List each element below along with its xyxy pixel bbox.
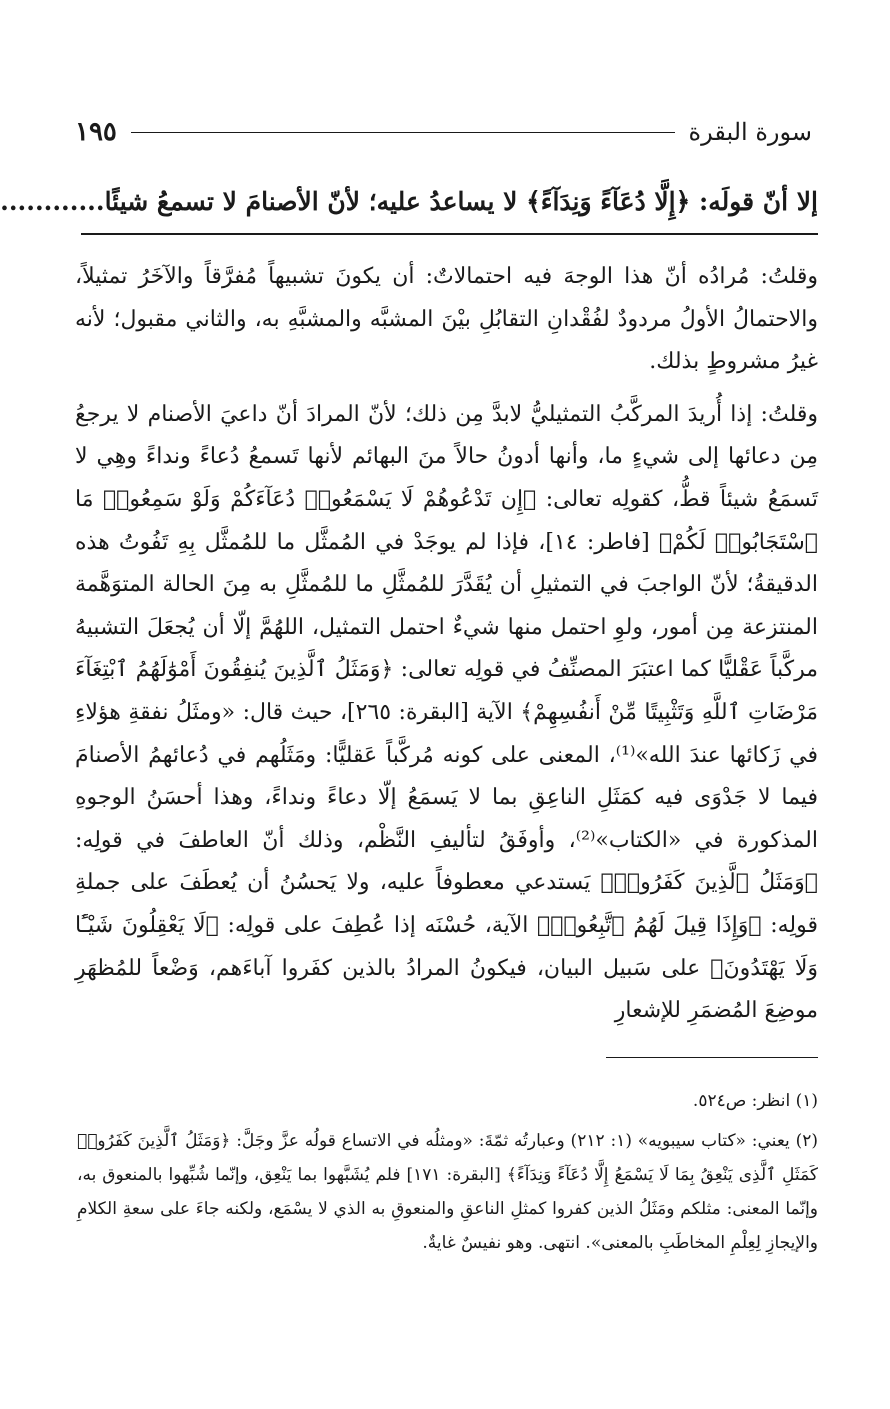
header-rule <box>131 132 675 133</box>
footnote: (١) انظر: ص٥٢٤. <box>692 1091 818 1111</box>
sura-name: سورة البقرة <box>688 118 812 146</box>
footnote-separator <box>606 1057 818 1058</box>
footnote: (٢) يعني: «كتاب سيبويه» (١: ٢١٢) وعبارتُه ثمّةَ: «ومثلُه في الاتساع قولُه عزَّ وجَلَّ: ﴿وَمَثَلُ ٱلَّذِينَ كَفَرُوا۟ كَمَثَلِ ٱلَّذِى يَنْعِقُ بِمَا لَا يَسْمَعُ إِلَّا دُعَآءً وَنِدَآءً﴾ [البقرة: ١٧١] فلم يُشَبَّهوا بما يَنْعِق، وإنّما شُبِّهوا بالمنعوق به، وإنّما المعنى: مثلكم ومَثَلُ الذين كفروا كمثلِ الناعقِ والمنعوقِ به الذي لا يسْمَع، ولكنه جاءَ على سعةِ الكلامِ والإيجازِ لِعِلْمِ المخاطَبِ بالمعنى». انتهى. وهو نفيسٌ غايةٌ. <box>77 1131 818 1253</box>
page-number: ١٩٥ <box>75 117 117 147</box>
main-text <box>75 256 818 1033</box>
quoted-text-line: إلا أنّ قولَه: ﴿إِلَّا دُعَآءً وَنِدَآءً﴾ لا يساعدُ عليه؛ لأنّ الأصنامَ لا تسمعُ شيئًا............ <box>0 187 818 216</box>
page-header <box>75 112 812 152</box>
footnotes <box>77 1084 818 1260</box>
quoted-text-rule <box>81 233 818 235</box>
paragraph: وقلتُ: مُرادُه أنّ هذا الوجهَ فيه احتمالاتٌ: أن يكونَ تشبيهاً مُفرَّقاً والآخَرُ تمثيلاً، والاحتمالُ الأولُ مردودٌ لفُقْدانِ التقابُلِ بيْنَ المشبَّه والمشبَّهِ به، والثاني مقبول؛ لأنه غيرُ مشروطٍ بذلك. <box>75 264 818 375</box>
paragraph: وقلتُ: إذا أُريدَ المركَّبُ التمثيليُّ لابدَّ مِن ذلك؛ لأنّ المرادَ أنّ داعيَ الأصنام لا يرجعُ مِن دعائها إلى شيءٍ ما، وأنها أدونُ حالاً منَ البهائم لأنها تَسمعُ دُعاءً ونداءً وهِي لا تَسمَعُ شيئاً قطُّ، كقولِه تعالى: ﴿إِن تَدْعُوهُمْ لَا يَسْمَعُوا۟ دُعَآءَكُمْ وَلَوْ سَمِعُوا۟ مَا ٱسْتَجَابُوا۟ لَكُمْ﴾ [فاطر: ١٤]، فإذا لم يوجَدْ في المُمثَّل ما للمُمثَّل بِهِ تَفُوتُ هذه الدقيقةُ؛ لأنّ الواجبَ في التمثيلِ أن يُقَدَّرَ للمُمثَّلِ ما للمُمثَّلِ به مِنَ الحالة المتوَهَّمة المنتزعة مِن أمور، ولوِ احتمل منها شيءٌ احتمل التمثيل، اللهُمَّ إلّا أن يُجعَلَ التشبيهُ مركَّباً عَقْليًّا كما اعتبَرَ المصنِّفُ في قولِه تعالى: ﴿وَمَثَلُ ٱلَّذِينَ يُنفِقُونَ أَمْوَٰلَهُمُ ٱبْتِغَآءَ مَرْضَاتِ ٱللَّهِ وَتَثْبِيتًا مِّنْ أَنفُسِهِمْ﴾ الآية [البقرة: ٢٦٥]، حيث قال: «ومثَلُ نفقةِ هؤلاءِ في زَكائها عندَ الله»⁽¹⁾، المعنى على كونه مُركَّباً عَقليًّا: ومَثَلُهم في دُعائهمُ الأصنامَ فيما لا جَدْوَى فيه كمَثَلِ الناعِقِ بما لا يَسمَعُ إلّا دعاءً ونداءً، وهذا أحسَنُ الوجوهِ المذكورة في «الكتاب»⁽²⁾، وأوفَقُ لتأليفِ النَّظْم، وذلك أنّ العاطفَ في قولِه: ﴿وَمَثَلُ ٱلَّذِينَ كَفَرُوا۟﴾ يَستدعي معطوفاً عليه، ولا يَحسُنُ أن يُعطَفَ على جملةِ قولِه: ﴿وَإِذَا قِيلَ لَهُمُ ٱتَّبِعُوا۟﴾ الآية، حُسْنَه إذا عُطِفَ على قولِه: ﴿لَا يَعْقِلُونَ شَيْـًٔا وَلَا يَهْتَدُونَ﴾ على سَبيل البيان، فيكونُ المرادُ بالذين كفَروا آباءَهم، وَضْعاً للمُظهَرِ موضِعَ المُضمَرِ للإشعارِ <box>75 401 819 1024</box>
